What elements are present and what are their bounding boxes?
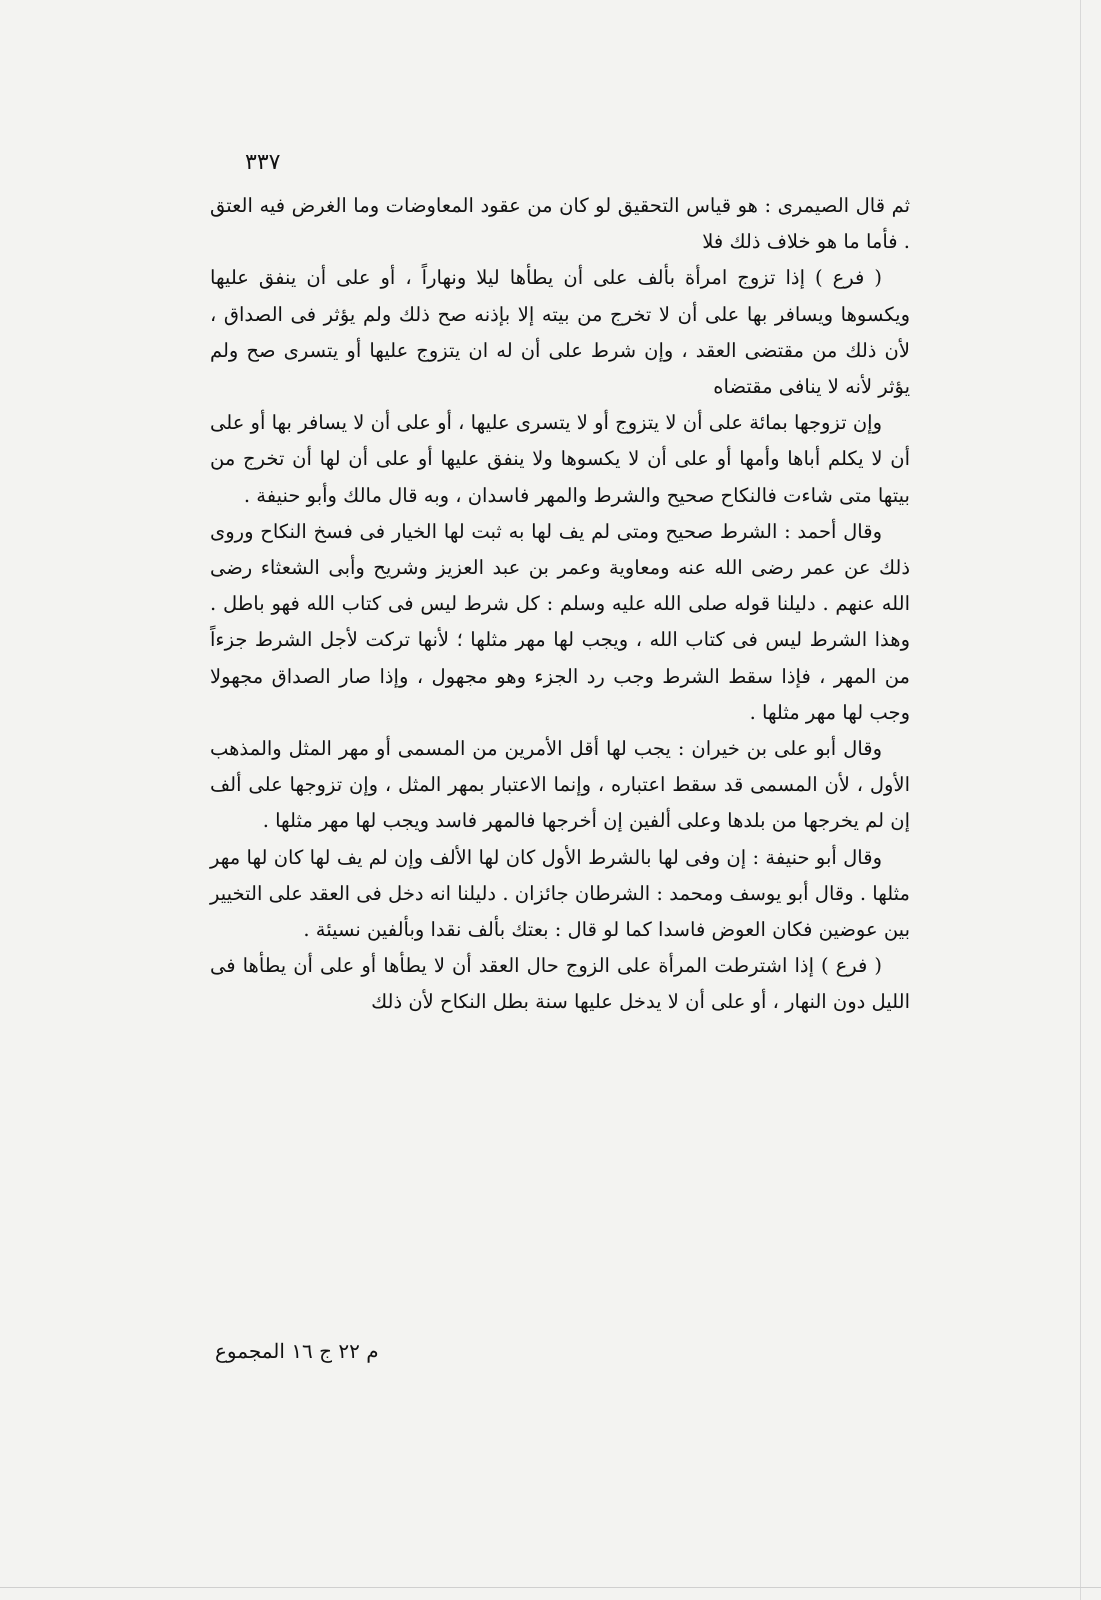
paragraph-ahmad: وقال أحمد : الشرط صحيح ومتى لم يف لها به ثبت لها الخيار فى فسخ النكاح وروى ذلك عن عمر رضى الله عنه ومعاوية وعمر بن عبد العزيز وشريح وأبى الشعثاء رضى الله عنهم . دليلنا قوله صلى الله عليه وسلم : كل شرط ليس فى كتاب الله فهو باطل . وهذا الشرط ليس فى كتاب الله ، ويجب لها مهر مثلها ؛ لأنها تركت لأجل الشرط جزءاً من المهر ، فإذا سقط الشرط وجب رد الجزء وهو مجهول ، وإذا صار الصداق مجهولا وجب لها مهر مثلها . — [210, 519, 910, 724]
paragraph-abu-hanifa: وقال أبو حنيفة : إن وفى لها بالشرط الأول كان لها الألف وإن لم يف لها كان لها مهر مثلها . وقال أبو يوسف ومحمد : الشرطان جائزان . دليلنا انه دخل فى العقد على التخيير بين عوضين فكان العوض فاسدا كما لو قال : بعتك بألف نقدا وبألفين نسيئة . — [210, 845, 910, 942]
paragraph-ibn-khayran: وقال أبو على بن خيران : يجب لها أقل الأمرين من المسمى أو مهر المثل والمذهب الأول ، لأن المسمى قد سقط اعتباره ، وإنما الاعتبار بمهر المثل ، وإن تزوجها على ألف إن لم يخرجها من بلدها وعلى ألفين إن أخرجها فالمهر فاسد ويجب لها مهر مثلها . — [210, 737, 910, 833]
footer-signature: م ٢٢ ج ١٦ المجموع — [215, 1339, 379, 1363]
paragraph-far-1: ( فرع ) إذا تزوج امرأة بألف على أن يطأها ليلا ونهاراً ، أو على أن ينفق عليها ويكسوها ويسافر بها على أن لا تخرج من بيته إلا بإذنه صح ذلك ولم يؤثر فى الصداق ، لأن ذلك من مقتضى العقد ، وإن شرط على أن له ان يتزوج عليها أو يتسرى صح ولم يؤثر لأنه لا ينافى مقتضاه — [210, 266, 910, 399]
page-number: ٣٣٧ — [245, 150, 281, 175]
paragraph-conditions: وإن تزوجها بمائة على أن لا يتزوج أو لا يتسرى عليها ، أو على أن لا يسافر بها أو على أن لا يكلم أباها وأمها أو على أن لا يكسوها ولا ينفق عليها أو على أن لها أن تخرج من بيتها متى شاءت فالنكاح صحيح والشرط والمهر فاسدان ، وبه قال مالك وأبو حنيفة . — [210, 411, 910, 507]
scan-bottom-line — [0, 1587, 1101, 1588]
paragraph-far-2: ( فرع ) إذا اشترطت المرأة على الزوج حال العقد أن لا يطأها أو على أن يطأها فى الليل دون النهار ، أو على أن لا يدخل عليها سنة بطل النكاح لأن ذلك — [210, 954, 910, 1014]
scan-edge-line — [1080, 0, 1081, 1600]
body-text — [210, 188, 910, 1021]
paragraph-saymari: ثم قال الصيمرى : هو قياس التحقيق لو كان من عقود المعاوضات وما الغرض فيه العتق . فأما ما هو خلاف ذلك فلا — [210, 194, 910, 254]
